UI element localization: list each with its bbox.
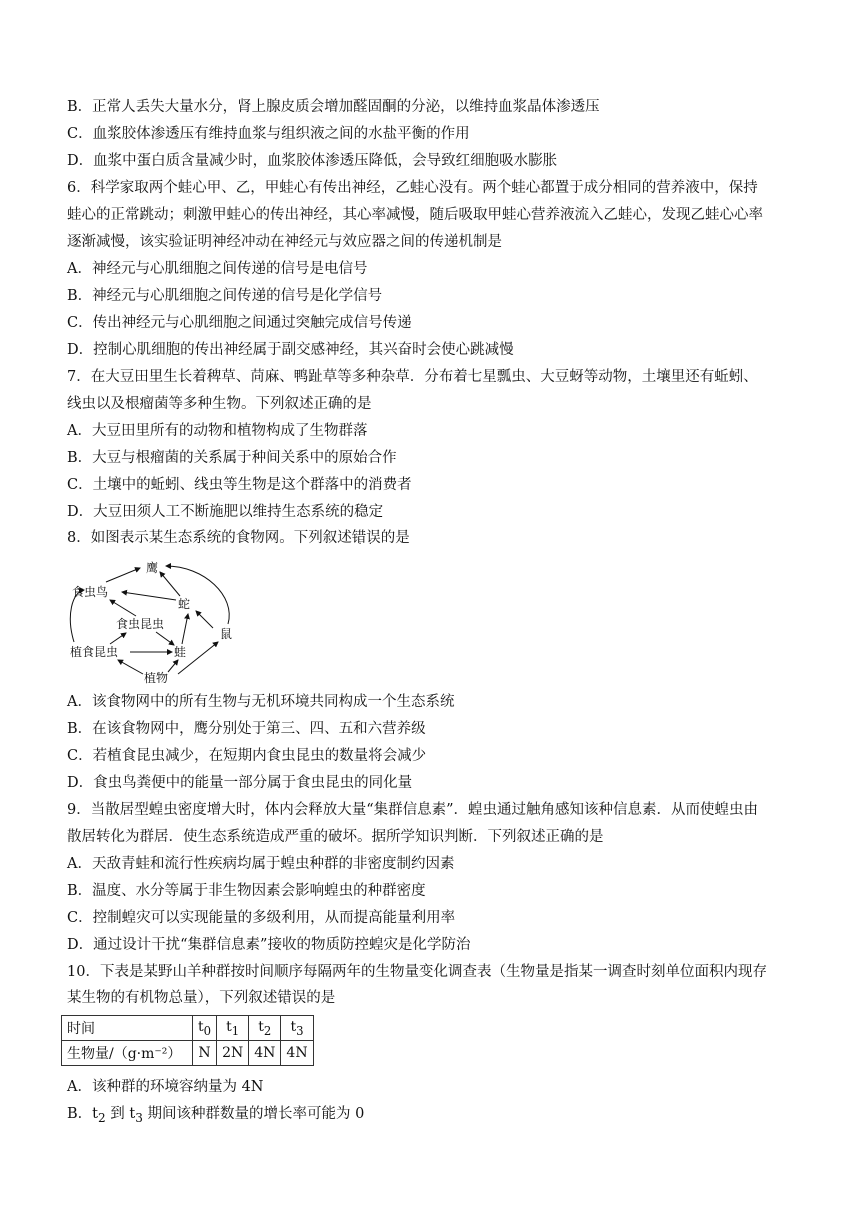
arrow-mouse-eagle [166, 566, 229, 624]
q6-option-c: C．传出神经元与心肌细胞之间通过突触完成信号传递 [67, 315, 412, 331]
arrow-insectivore-bird [110, 600, 136, 616]
node-plant: 植物 [144, 671, 169, 685]
q8-stem-post: 的是 [380, 530, 410, 546]
q8-stem [67, 528, 410, 548]
node-insectivorous-insect: 食虫昆虫 [116, 617, 165, 631]
q6-option-b: B．神经元与心肌细胞之间传递的信号是化学信号 [67, 288, 383, 304]
q5-option-c: C．血浆胶体渗透压有维持血浆与组织液之间的水盐平衡的作用 [67, 126, 470, 142]
arrow-herbivore-insectivore [110, 633, 126, 644]
q10-option-b-post: 期间该种群数量的增长率可能为 0 [142, 1106, 365, 1122]
arrow-snake-eagle [160, 572, 180, 596]
table-header-t2: $t_2$ [249, 1016, 281, 1041]
q7-option-b: B．大豆与根瘤菌的关系属于种间关系中的原始合作 [67, 450, 397, 466]
q10-option-b-mid: 到 t [105, 1106, 136, 1122]
q7-option-d: D．大豆田须人工不断施肥以维持生态系统的稳定 [67, 504, 384, 520]
q6-option-d: D．控制心肌细胞的传出神经属于副交感神经，其兴奋时会使心跳减慢 [67, 342, 514, 358]
arrow-insectivore-frog [156, 632, 174, 645]
q10-stem-pre: 某生物的有机物总量），下列叙述 [67, 990, 278, 1006]
node-snake: 蛇 [178, 597, 191, 611]
q10-stem-line1: 10．下表是某野山羊种群按时间顺序每隔两年的生物量变化调查表（生物量是指某一调查时刻单位面积内现存 [67, 964, 767, 980]
q9-option-b: B．温度、水分等属于非生物因素会影响蝗虫的种群密度 [67, 883, 426, 899]
q8-option-a: A．该食物网中的所有生物与无机环境共同构成一个生态系统 [67, 694, 455, 710]
q6-stem-line1: 6．科学家取两个蛙心甲、乙，甲蛙心有传出神经，乙蛙心没有。两个蛙心都置于成分相同的营养液中，保持 [67, 180, 758, 196]
q7-stem-line1: 7．在大豆田里生长着稗草、苘麻、鸭趾草等多种杂草．分布着七星瓢虫、大豆蚜等动物，土壤里还有蚯蚓、 [67, 369, 758, 385]
q5-option-b: B．正常人丢失大量水分，肾上腺皮质会增加醛固酮的分泌，以维持血浆晶体渗透压 [67, 99, 600, 115]
q7-stem-line2: 线虫以及根瘤菌等多种生物。下列叙述正确的是 [67, 396, 372, 412]
q10-option-b [67, 1104, 364, 1128]
q8-emphasis: 错误 · · [352, 530, 381, 546]
table-cell-t2: 4N [249, 1041, 281, 1066]
q8-option-b: B．在该食物网中，鹰分别处于第三、四、五和六营养级 [67, 721, 426, 737]
table-header-t3: $t_3$ [281, 1016, 313, 1041]
q6-stem-line2: 蛙心的正常跳动；刺激甲蛙心的传出神经，其心率减慢，随后吸取甲蛙心营养液流入乙蛙心，发现乙蛙心心率 [67, 207, 763, 223]
q9-stem-line1: 9．当散居型蝗虫密度增大时，体内会释放大量“集群信息素”．蝗虫通过触角感知该种信息素．从而使蝗虫由 [67, 802, 759, 818]
table-header-time: 时间 [62, 1016, 193, 1041]
biomass-table [61, 1015, 314, 1066]
arrow-plant-frog [168, 660, 178, 672]
q7-option-c: C．土壤中的蚯蚓、线虫等生物是这个群落中的消费者 [67, 477, 412, 493]
food-web-diagram [68, 556, 248, 686]
q7-option-a: A．大豆田里所有的动物和植物构成了生物群落 [67, 423, 368, 439]
q8-option-d: D．食虫鸟粪便中的能量一部分属于食虫昆虫的同化量 [67, 775, 413, 791]
arrow-snake-bird [122, 592, 176, 600]
q10-option-b-pre: B．t [67, 1106, 98, 1122]
q6-option-a: A．神经元与心肌细胞之间传递的信号是电信号 [67, 261, 368, 277]
node-frog: 蛙 [174, 645, 187, 659]
q6-stem-line3: 逐渐减慢，该实验证明神经冲动在神经元与效应器之间的传递机制是 [67, 234, 502, 250]
q9-stem-line2: 散居转化为群居．使生态系统造成严重的破坏。据所学知识判断．下列叙述正确的是 [67, 829, 604, 845]
table-header-t1: $t_1$ [217, 1016, 249, 1041]
arrow-plant-herbivore [118, 660, 143, 674]
q10-option-b-sub2: 3 [135, 1110, 143, 1125]
table-row [62, 1041, 314, 1066]
q5-option-d: D．血浆中蛋白质含量减少时，血浆胶体渗透压降低，会导致红细胞吸水膨胀 [67, 153, 558, 169]
arrow-mouse-snake [196, 611, 213, 628]
q8-stem-pre: 8．如图表示某生态系统的食物网。下列叙述 [67, 530, 352, 546]
node-mouse: 鼠 [220, 627, 233, 641]
table-header-row [62, 1016, 314, 1041]
table-cell-t1: 2N [217, 1041, 249, 1066]
q10-option-a: A．该种群的环境容纳量为 4N [67, 1079, 264, 1095]
q10-stem-post: 的是 [306, 990, 336, 1006]
q10-emphasis: 错误 · · [277, 990, 306, 1006]
arrow-bird-eagle [106, 568, 140, 582]
q8-option-c: C．若植食昆虫减少，在短期内食虫昆虫的数量将会减少 [67, 748, 427, 764]
arrow-frog-snake [182, 614, 188, 644]
q10-stem-line2 [67, 988, 335, 1008]
node-herbivorous-insect: 植食昆虫 [70, 645, 119, 659]
q9-option-d: D．通过设计干扰“集群信息素”接收的物质防控蝗灾是化学防治 [67, 937, 471, 953]
q9-option-c: C．控制蝗灾可以实现能量的多级利用，从而提高能量利用率 [67, 910, 456, 926]
table-row-label: 生物量/（g·m⁻²） [62, 1041, 193, 1066]
table-header-t0: $t_0$ [193, 1016, 217, 1041]
node-insectivorous-bird: 食虫鸟 [72, 585, 109, 599]
table-cell-t0: N [193, 1041, 217, 1066]
q9-option-a: A．天敌青蛙和流行性疾病均属于蝗虫种群的非密度制约因素 [67, 856, 455, 872]
table-cell-t3: 4N [281, 1041, 313, 1066]
q10-option-b-sub1: 2 [97, 1110, 106, 1125]
node-eagle: 鹰 [146, 561, 159, 575]
